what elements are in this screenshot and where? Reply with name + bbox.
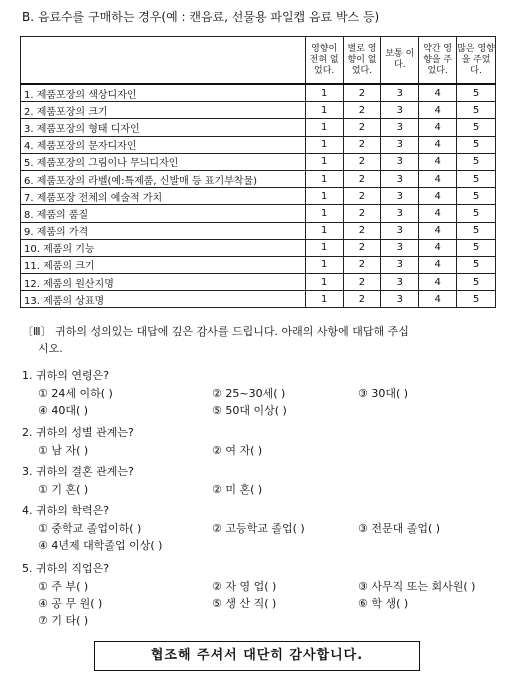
option[interactable]: ⑦ 기 타( ) <box>38 614 89 627</box>
rating-option[interactable]: 5 <box>457 188 496 205</box>
rating-option[interactable]: 3 <box>381 274 419 291</box>
item-label: 4. 제품포장의 문자디자인 <box>21 136 306 153</box>
item-label: 3. 제품포장의 형태 디자인 <box>21 119 306 136</box>
rating-option[interactable]: 4 <box>419 256 457 273</box>
item-label: 6. 제품포장의 라벨(예:특제품, 신발매 등 표기부착물) <box>21 170 306 187</box>
rating-option[interactable]: 1 <box>305 256 343 273</box>
option[interactable]: ⑤ 생 산 직( ) <box>212 597 277 610</box>
question-title: 4. 귀하의 학력은? <box>22 504 110 517</box>
rating-option[interactable]: 1 <box>305 188 343 205</box>
rating-option[interactable]: 2 <box>343 170 381 187</box>
option[interactable]: ④ 4년제 대학졸업 이상( ) <box>38 539 163 552</box>
rating-option[interactable]: 2 <box>343 153 381 170</box>
option[interactable]: ③ 전문대 졸업( ) <box>358 522 441 535</box>
question-education <box>22 502 441 554</box>
item-label: 12. 제품의 원산지명 <box>21 274 306 291</box>
table-row <box>21 188 496 205</box>
question-title: 2. 귀하의 성별 관계는? <box>22 426 134 439</box>
scale-header: 별로 영향이 없었다. <box>343 37 381 85</box>
item-label: 5. 제품포장의 그림이나 무늬디자인 <box>21 153 306 170</box>
table-row <box>21 102 496 119</box>
option[interactable]: ① 중학교 졸업이하( ) <box>38 522 142 535</box>
rating-option[interactable]: 4 <box>419 170 457 187</box>
rating-option[interactable]: 5 <box>457 102 496 119</box>
rating-option[interactable]: 2 <box>343 222 381 239</box>
rating-option[interactable]: 4 <box>419 205 457 222</box>
question-title: 5. 귀하의 직업은? <box>22 562 110 575</box>
table-row <box>21 84 496 102</box>
option[interactable]: ② 자 영 업( ) <box>212 580 277 593</box>
rating-option[interactable]: 2 <box>343 256 381 273</box>
rating-option[interactable]: 4 <box>419 153 457 170</box>
scale-header: 영향이 전혀 없었다. <box>305 37 343 85</box>
option[interactable]: ④ 40대( ) <box>38 404 89 417</box>
option[interactable]: ① 기 혼( ) <box>38 483 89 496</box>
rating-option[interactable]: 2 <box>343 291 381 308</box>
rating-option[interactable]: 3 <box>381 239 419 256</box>
rating-option[interactable]: 1 <box>305 153 343 170</box>
rating-option[interactable]: 5 <box>457 222 496 239</box>
rating-option[interactable]: 3 <box>381 188 419 205</box>
item-label: 8. 제품의 품질 <box>21 205 306 222</box>
rating-option[interactable]: 4 <box>419 119 457 136</box>
rating-option[interactable]: 2 <box>343 205 381 222</box>
rating-option[interactable]: 1 <box>305 170 343 187</box>
scale-header: 약간 영향을 주었다. <box>419 37 457 85</box>
rating-option[interactable]: 3 <box>381 84 419 102</box>
question-age <box>22 367 409 419</box>
scale-header: 보통 이다. <box>381 37 419 85</box>
rating-option[interactable]: 1 <box>305 239 343 256</box>
intro-line: 〔Ⅲ〕 귀하의 성의있는 대답에 깊은 감사를 드립니다. 아래의 사항에 대답해 주십 <box>22 325 409 338</box>
rating-option[interactable]: 1 <box>305 84 343 102</box>
rating-option[interactable]: 1 <box>305 119 343 136</box>
option[interactable]: ③ 30대( ) <box>358 387 409 400</box>
rating-option[interactable]: 2 <box>343 84 381 102</box>
table-row <box>21 291 496 308</box>
rating-option[interactable]: 4 <box>419 239 457 256</box>
table-row <box>21 256 496 273</box>
rating-option[interactable]: 2 <box>343 188 381 205</box>
option[interactable]: ① 24세 이하( ) <box>38 387 113 400</box>
rating-option[interactable]: 3 <box>381 119 419 136</box>
rating-option[interactable]: 1 <box>305 136 343 153</box>
rating-option[interactable]: 2 <box>343 102 381 119</box>
item-label: 11. 제품의 크기 <box>21 256 306 273</box>
table-row <box>21 205 496 222</box>
item-header-cell <box>21 37 306 85</box>
table-row <box>21 136 496 153</box>
rating-option[interactable]: 5 <box>457 256 496 273</box>
section-three-intro <box>22 323 502 357</box>
scale-header: 많은 영향을 주었다. <box>457 37 496 85</box>
rating-option[interactable]: 1 <box>305 222 343 239</box>
rating-option[interactable]: 2 <box>343 119 381 136</box>
table-row <box>21 119 496 136</box>
item-label: 2. 제품포장의 크기 <box>21 102 306 119</box>
option[interactable]: ③ 사무직 또는 회사원( ) <box>358 580 476 593</box>
rating-option[interactable]: 5 <box>457 153 496 170</box>
rating-option[interactable]: 4 <box>419 291 457 308</box>
rating-option[interactable]: 5 <box>457 170 496 187</box>
item-label: 9. 제품의 가격 <box>21 222 306 239</box>
rating-option[interactable]: 4 <box>419 222 457 239</box>
option[interactable]: ① 주 부( ) <box>38 580 89 593</box>
table-row <box>21 153 496 170</box>
rating-option[interactable]: 3 <box>381 153 419 170</box>
table-row <box>21 274 496 291</box>
option[interactable]: ② 고등학교 졸업( ) <box>212 522 305 535</box>
section-b-title: B. 음료수를 구매하는 경우(예 : 캔음료, 선물용 파일캡 음료 박스 등) <box>22 10 380 24</box>
rating-option[interactable]: 1 <box>305 205 343 222</box>
rating-option[interactable]: 3 <box>381 222 419 239</box>
rating-option[interactable]: 4 <box>419 102 457 119</box>
option[interactable]: ⑥ 학 생( ) <box>358 597 409 610</box>
item-label: 10. 제품의 기능 <box>21 239 306 256</box>
rating-option[interactable]: 4 <box>419 274 457 291</box>
option[interactable]: ② 미 혼( ) <box>212 483 263 496</box>
rating-option[interactable]: 1 <box>305 102 343 119</box>
option[interactable]: ④ 공 무 원( ) <box>38 597 103 610</box>
rating-option[interactable]: 5 <box>457 119 496 136</box>
rating-option[interactable]: 4 <box>419 84 457 102</box>
rating-option[interactable]: 3 <box>381 170 419 187</box>
table-row <box>21 170 496 187</box>
question-gender <box>22 424 263 459</box>
question-title: 3. 귀하의 결혼 관계는? <box>22 465 134 478</box>
rating-option[interactable]: 3 <box>381 256 419 273</box>
rating-option[interactable]: 2 <box>343 274 381 291</box>
rating-option[interactable]: 3 <box>381 205 419 222</box>
rating-option[interactable]: 5 <box>457 84 496 102</box>
item-label: 7. 제품포장 전체의 예술적 가치 <box>21 188 306 205</box>
rating-option[interactable]: 1 <box>305 291 343 308</box>
rating-option[interactable]: 4 <box>419 188 457 205</box>
rating-option[interactable]: 5 <box>457 274 496 291</box>
table-row <box>21 222 496 239</box>
intro-line-cont: 시오. <box>38 342 63 355</box>
item-label: 1. 제품포장의 색상디자인 <box>21 84 306 102</box>
rating-table <box>20 36 496 308</box>
rating-option[interactable]: 2 <box>343 239 381 256</box>
rating-option[interactable]: 3 <box>381 136 419 153</box>
rating-option[interactable]: 2 <box>343 136 381 153</box>
option[interactable]: ① 남 자( ) <box>38 444 89 457</box>
question-marital <box>22 463 263 498</box>
option[interactable]: ② 여 자( ) <box>212 444 263 457</box>
rating-option[interactable]: 5 <box>457 136 496 153</box>
rating-option[interactable]: 5 <box>457 239 496 256</box>
rating-option[interactable]: 3 <box>381 291 419 308</box>
rating-option[interactable]: 5 <box>457 291 496 308</box>
rating-option[interactable]: 3 <box>381 102 419 119</box>
rating-option[interactable]: 4 <box>419 136 457 153</box>
item-label: 13. 제품의 상표명 <box>21 291 306 308</box>
rating-option[interactable]: 1 <box>305 274 343 291</box>
option[interactable]: ⑤ 50대 이상( ) <box>212 404 287 417</box>
option[interactable]: ② 25~30세( ) <box>212 387 286 400</box>
table-row <box>21 239 496 256</box>
question-occupation <box>22 560 476 629</box>
closing-box: 협조해 주셔서 대단히 감사합니다. <box>94 641 420 671</box>
question-title: 1. 귀하의 연령은? <box>22 369 110 382</box>
table-header-row <box>21 37 496 85</box>
rating-option[interactable]: 5 <box>457 205 496 222</box>
